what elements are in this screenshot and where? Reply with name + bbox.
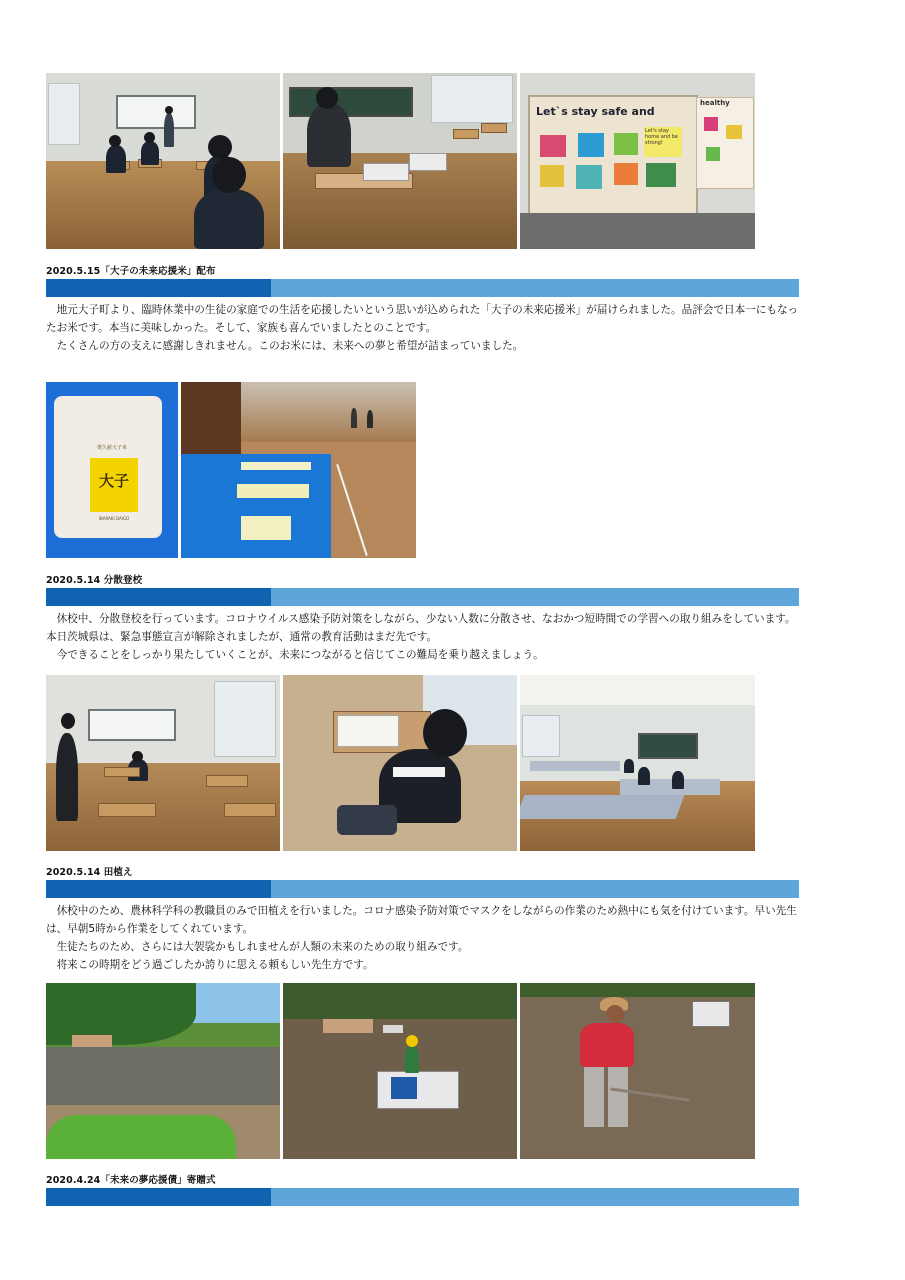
rice-bag-top-label: 奥久慈大子米 (96, 445, 127, 451)
photo-rice-transplanter (283, 983, 517, 1159)
paragraph: たくさんの方の支えに感謝しきれません。このお米には、未来への夢と希望が詰まっていました。 (56, 340, 524, 352)
photo-row-rice (46, 382, 416, 558)
paragraph: 休校中、分散登校を行っています。コロナウイルス感染予防対策をしながら、少ない人数に分散させ、なおかつ短時間での学習への取り組みをしています。本日茨城県は、緊急事態宣言が解除されましたが、通常の教育活動はまだ先です。 (46, 613, 796, 643)
post-body-staggered-attendance (46, 610, 802, 664)
photo-teacher-in-paddy (520, 983, 755, 1159)
poster-banner-right: healthy (700, 99, 730, 107)
post-divider (46, 279, 799, 297)
post-divider (46, 588, 799, 606)
photo-row-classroom-top (46, 73, 755, 249)
photo-paddy-seedlings (46, 983, 280, 1159)
photo-row-rice-planting (46, 983, 755, 1159)
post-divider (46, 880, 799, 898)
paragraph: 将来この時期をどう過ごしたか誇りに思える頼もしい先生方です。 (56, 959, 374, 971)
photo-poster-board (520, 73, 755, 249)
paragraph: 休校中のため、農林科学科の教職員のみで田植えを行いました。コロナ感染予防対策でマスクをしながらの作業のため熱中にも気を付けています。早い先生は、早朝5時から作業をしてくれています。 (46, 905, 797, 935)
paragraph: 今できることをしっかり果たしていくことが、未来につながると信じてこの難局を乗り越えましょう。 (56, 649, 544, 661)
paragraph: 地元大子町より、臨時休業中の生徒の家庭での生活を応援したいという思いが込められた「大子の未来応援米」が届けられました。品評会で日本一にもなったお米です。本当に美味しかった。そして、家族も喜んでいましたとのことです。 (46, 304, 799, 334)
post-body-rice (46, 301, 802, 355)
post-body-rice-planting (46, 902, 802, 974)
photo-gym-rice-bags (181, 382, 416, 558)
photo-sparse-classroom (46, 675, 280, 851)
photo-classroom-textbooks (283, 73, 517, 249)
poster-banner: Let`s stay safe and (536, 105, 655, 118)
photo-student-studying (283, 675, 517, 851)
rice-bag-bottom-label: IBARAKI DAIGO (98, 516, 130, 521)
photo-lecture-hall (520, 675, 755, 851)
post-title-future-dream-bond: 2020.4.24「未来の夢応援債」寄贈式 (46, 1175, 216, 1186)
photo-row-staggered-attendance (46, 675, 755, 851)
poster-note: Let's stay home and be strong! (644, 127, 682, 157)
post-title-rice: 2020.5.15「大子の未来応援米」配布 (46, 266, 216, 277)
post-title-staggered-attendance: 2020.5.14 分散登校 (46, 575, 143, 586)
photo-classroom-teacher (46, 73, 280, 249)
paragraph: 生徒たちのため、さらには大袈裟かもしれませんが人類の未来のための取り組みです。 (56, 941, 469, 953)
post-divider (46, 1188, 799, 1206)
post-title-rice-planting: 2020.5.14 田植え (46, 867, 133, 878)
photo-rice-bag (46, 382, 178, 558)
rice-bag-logo: 大子 (98, 472, 129, 490)
